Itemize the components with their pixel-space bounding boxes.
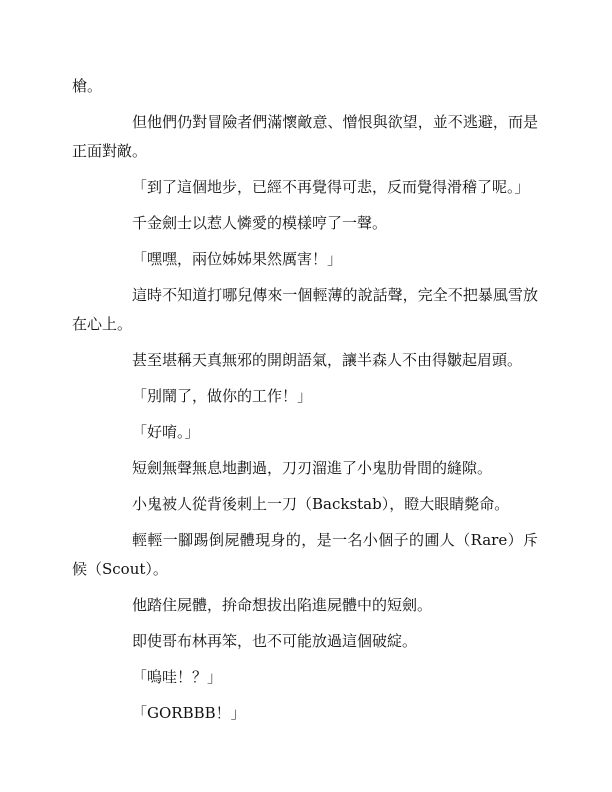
paragraph-15: 「嗚哇！？」 — [132, 668, 223, 686]
paragraph-9: 「好唷。」 — [132, 423, 200, 441]
paragraph-14: 即使哥布林再笨，也不可能放過這個破綻。 — [132, 632, 418, 650]
paragraph-6: 這時不知道打哪兒傳來一個輕薄的說話聲，完全不把暴風雪放在心上。 — [72, 286, 538, 333]
paragraph-12: 輕輕一腳踢倒屍體現身的，是一名小個子的圃人（Rare）斥候（Scout）。 — [72, 531, 538, 578]
paragraph-2: 但他們仍對冒險者們滿懷敵意、憎恨與欲望，並不逃避，而是正面對敵。 — [72, 113, 538, 160]
paragraph-16: 「GORBBB！」 — [132, 704, 246, 722]
document-page — [72, 72, 538, 728]
paragraph-11: 小鬼被人從背後刺上一刀（Backstab），瞪大眼睛斃命。 — [132, 495, 510, 513]
paragraph-13: 他踏住屍體，拚命想拔出陷進屍體中的短劍。 — [132, 596, 433, 614]
paragraph-5: 「嘿嘿，兩位姊姊果然厲害！」 — [132, 250, 343, 268]
paragraph-7: 甚至堪稱天真無邪的開朗語氣，讓半森人不由得皺起眉頭。 — [132, 351, 523, 369]
paragraph-1: 槍。 — [72, 77, 103, 95]
paragraph-8: 「別鬧了，做你的工作！」 — [132, 387, 313, 405]
paragraph-10: 短劍無聲無息地劃過，刀刃溜進了小鬼肋骨間的縫隙。 — [132, 459, 493, 477]
paragraph-3: 「到了這個地步，已經不再覺得可悲，反而覺得滑稽了呢。」 — [132, 178, 530, 196]
paragraph-4: 千金劍士以惹人憐愛的模樣哼了一聲。 — [132, 214, 388, 232]
